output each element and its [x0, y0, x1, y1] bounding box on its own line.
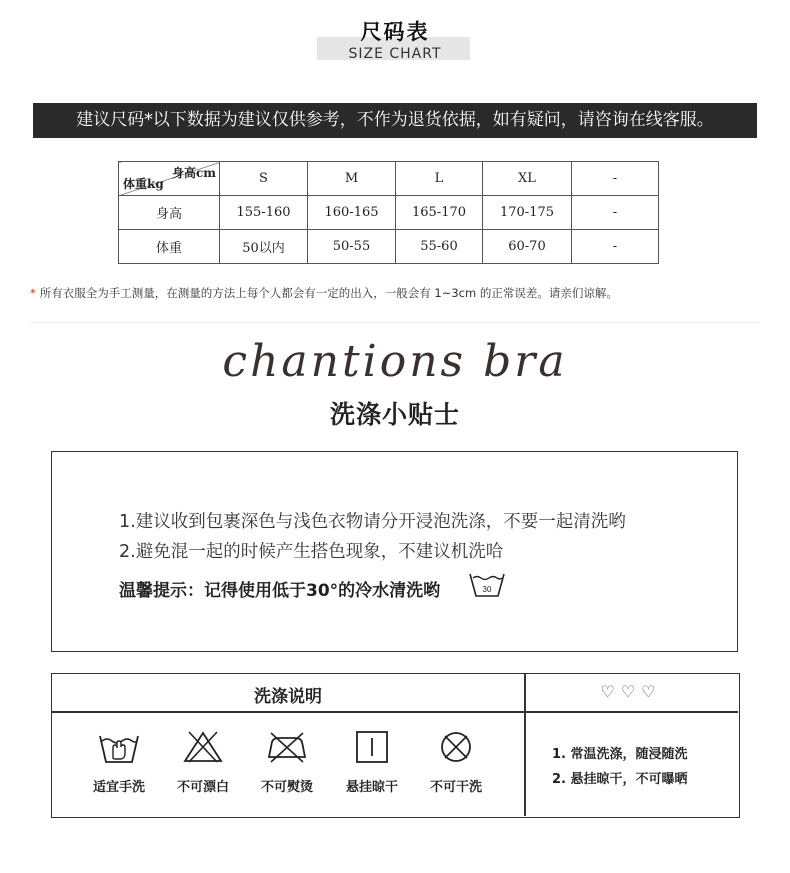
- wash-tips-heading: 洗涤小贴士: [329, 400, 460, 429]
- table-row: [119, 196, 659, 230]
- care-item: [163, 730, 243, 795]
- care-label: 不可干洗: [429, 780, 482, 795]
- table-cell: 165-170: [396, 196, 483, 230]
- table-cell: 155-160: [220, 196, 308, 230]
- corner-height-label: 身高cm: [171, 166, 216, 180]
- column-header: L: [396, 162, 483, 196]
- hand-wash-icon: [97, 730, 141, 764]
- script-logo: [190, 332, 600, 394]
- footnote-text: 所有衣服全为手工测量，在测量的方法上每个人都会有一定的出入，一般会有 1~3cm 的正常误差。请亲们谅解。: [39, 286, 618, 300]
- size-chart-subtitle: SIZE CHART: [348, 46, 442, 62]
- table-corner-cell: [119, 162, 220, 196]
- warm-reminder: 温馨提示：记得使用低于30°的冷水清洗哟: [119, 581, 441, 601]
- hang-dry-icon: [350, 730, 394, 764]
- tip-line-2: 2.避免混一起的时候产生搭色现象，不建议机洗哈: [119, 542, 504, 562]
- care-item: [247, 730, 327, 795]
- table-cell: 170-175: [483, 196, 572, 230]
- care-divider-horizontal: [52, 711, 738, 713]
- table-cell: 50以内: [220, 230, 308, 264]
- care-item: [79, 730, 159, 795]
- size-chart-title: 尺码表: [360, 20, 430, 44]
- section-divider: [30, 322, 760, 323]
- care-item: [416, 730, 496, 795]
- care-instruction-1: 1. 常温洗涤，随浸随洗: [552, 747, 688, 762]
- care-instruction-2: 2. 悬挂晾干，不可曝晒: [552, 772, 688, 787]
- wash-temp-label: 30: [482, 585, 492, 594]
- table-cell: 55-60: [396, 230, 483, 264]
- measurement-footnote: [30, 285, 618, 301]
- column-header: S: [220, 162, 308, 196]
- wash-tips-box: [51, 451, 738, 652]
- care-label: 适宜手洗: [92, 780, 145, 795]
- size-table: [118, 161, 659, 264]
- corner-weight-label: 体重kg: [123, 177, 164, 191]
- no-bleach-icon: [181, 730, 225, 764]
- hearts-icon: ♡♡♡: [600, 682, 662, 701]
- table-cell: -: [572, 230, 659, 264]
- table-row: [119, 230, 659, 264]
- table-cell: 160-165: [308, 196, 396, 230]
- care-label: 不可熨烫: [260, 780, 313, 795]
- column-header: XL: [483, 162, 572, 196]
- row-label: 身高: [119, 196, 220, 230]
- table-cell: 60-70: [483, 230, 572, 264]
- table-cell: 50-55: [308, 230, 396, 264]
- no-dry-clean-icon: [434, 730, 478, 764]
- tip-line-1: 1.建议收到包裹深色与浅色衣物请分开浸泡洗涤，不要一起清洗哟: [119, 512, 626, 532]
- care-title: 洗涤说明: [254, 687, 322, 707]
- asterisk-icon: *: [30, 286, 36, 300]
- care-label: 不可漂白: [176, 780, 229, 795]
- care-label: 悬挂晾干: [345, 780, 398, 795]
- script-logo-text: chantions bra: [222, 336, 568, 387]
- no-iron-icon: [265, 730, 309, 764]
- table-header-row: [119, 162, 659, 196]
- column-header: -: [572, 162, 659, 196]
- table-cell: -: [572, 196, 659, 230]
- notice-banner: 建议尺码*以下数据为建议仅供参考，不作为退货依据，如有疑问，请咨询在线客服。: [33, 103, 757, 138]
- size-chart-header: [0, 18, 790, 62]
- column-header: M: [308, 162, 396, 196]
- wash-30-icon: [468, 570, 506, 598]
- care-table: [51, 673, 740, 818]
- row-label: 体重: [119, 230, 220, 264]
- care-item: [332, 730, 412, 795]
